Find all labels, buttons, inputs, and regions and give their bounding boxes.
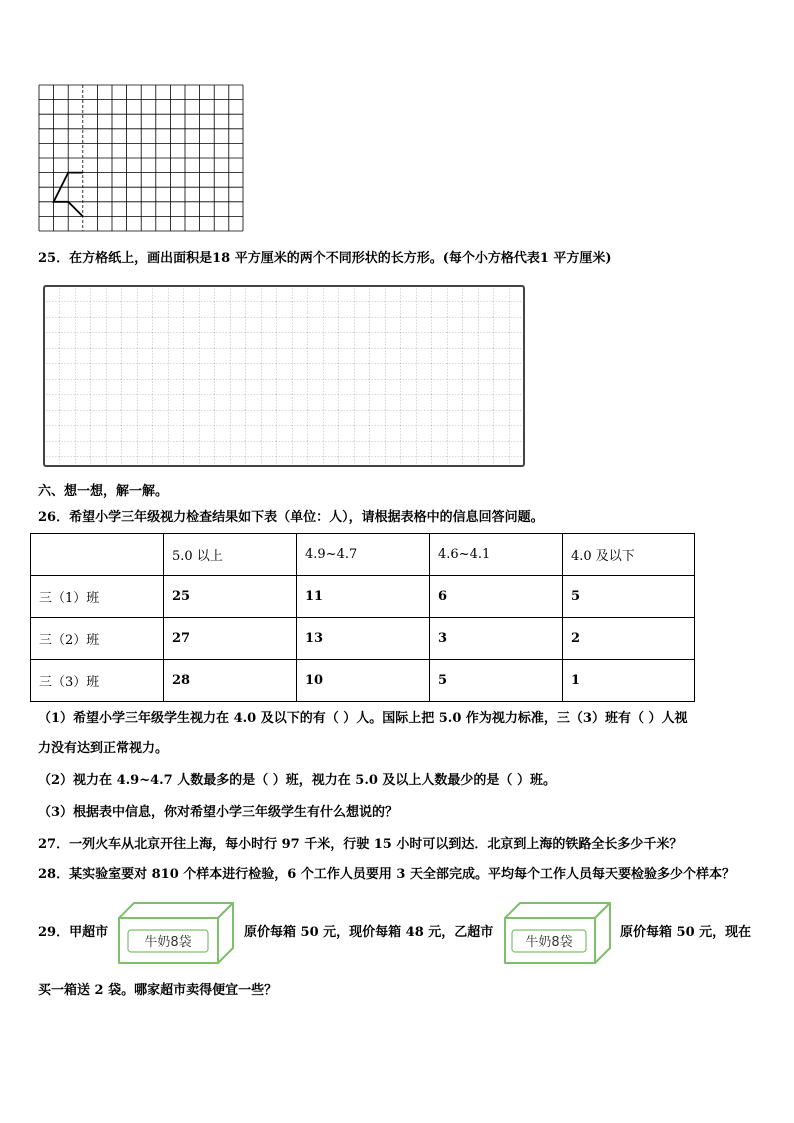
- question-number: 26．: [38, 510, 70, 525]
- table-row: [31, 660, 695, 702]
- table-row: [31, 576, 695, 618]
- table-header-cell: [31, 534, 164, 576]
- question-29-cont: [38, 983, 277, 999]
- supermarket-a-label: 甲超市: [69, 925, 109, 940]
- question-26-part-3: [38, 805, 398, 821]
- vision-table: [30, 533, 695, 702]
- question-27: [38, 837, 682, 853]
- question-number: 28．: [38, 867, 70, 882]
- symmetry-grid: [38, 84, 244, 232]
- table-header-cell: 5.0 以上: [164, 534, 297, 576]
- sub-question-text: （3）根据表中信息，你对希望小学三年级学生有什么想说的？: [38, 805, 399, 820]
- table-cell: 1: [563, 660, 695, 702]
- table-cell: 5: [563, 576, 695, 618]
- box-label-a: 牛奶8袋: [144, 935, 192, 950]
- question-number: 29．: [38, 925, 70, 940]
- question-29-price-a: [244, 925, 493, 941]
- table-header-cell: 4.0 及以下: [563, 534, 695, 576]
- question-26-part-2: [38, 773, 556, 789]
- table-cell: 10: [297, 660, 430, 702]
- table-cell: 三（2）班: [31, 618, 164, 660]
- question-text: 希望小学三年级视力检查结果如下表（单位：人），请根据表格中的信息回答问题。: [69, 510, 544, 525]
- question-29: [38, 925, 108, 941]
- table-cell: 三（1）班: [31, 576, 164, 618]
- table-cell: 三（3）班: [31, 660, 164, 702]
- question-text: 原价每箱 50 元，现价每箱 48 元，乙超市: [244, 925, 494, 940]
- question-25: [38, 251, 612, 267]
- milk-box-b: [502, 900, 614, 966]
- question-28: [38, 867, 735, 883]
- question-26: [38, 510, 544, 526]
- table-cell: 27: [164, 618, 297, 660]
- table-cell: 28: [164, 660, 297, 702]
- question-number: 27．: [38, 837, 70, 852]
- box-label-b: 牛奶8袋: [525, 935, 573, 950]
- sub-question-text: （2）视力在 4.9~4.7 人数最多的是（ ）班，视力在 5.0 及以上人数最少的是（ ）班。: [38, 773, 556, 788]
- table-cell: 11: [297, 576, 430, 618]
- question-26-part-1-cont: [38, 741, 168, 757]
- question-26-part-1: [38, 711, 687, 727]
- table-cell: 2: [563, 618, 695, 660]
- question-number: 25．: [38, 251, 70, 266]
- table-cell: 6: [430, 576, 563, 618]
- graph-paper: [42, 284, 526, 468]
- question-text: 在方格纸上，画出面积是18 平方厘米的两个不同形状的长方形。(每个小方格代表1 平方厘米): [69, 251, 612, 266]
- table-cell: 3: [430, 618, 563, 660]
- table-header-cell: 4.9~4.7: [297, 534, 430, 576]
- section-title-text: 六、想一想，解一解。: [38, 484, 169, 499]
- table-header-row: [31, 534, 695, 576]
- question-29-price-b: [620, 925, 751, 941]
- milk-box-a: [116, 900, 238, 966]
- question-text: 买一箱送 2 袋。哪家超市卖得便宜一些？: [38, 983, 278, 998]
- section-title: [38, 484, 168, 500]
- question-text: 某实验室要对 810 个样本进行检验，6 个工作人员要用 3 天全部完成。平均每个工作人员每天要检验多少个样本？: [69, 867, 735, 882]
- table-header-cell: 4.6~4.1: [430, 534, 563, 576]
- sub-question-text: 力没有达到正常视力。: [38, 741, 169, 756]
- sub-question-text: （1）希望小学三年级学生视力在 4.0 及以下的有（ ）人。国际上把 5.0 作为视力标准，三（3）班有（ ）人视: [38, 711, 688, 726]
- question-text: 一列火车从北京开往上海，每小时行 97 千米，行驶 15 小时可以到达．北京到上海的铁路全长多少千米？: [69, 837, 683, 852]
- table-row: [31, 618, 695, 660]
- table-cell: 13: [297, 618, 430, 660]
- table-cell: 5: [430, 660, 563, 702]
- table-cell: 25: [164, 576, 297, 618]
- question-text: 原价每箱 50 元，现在: [620, 925, 752, 940]
